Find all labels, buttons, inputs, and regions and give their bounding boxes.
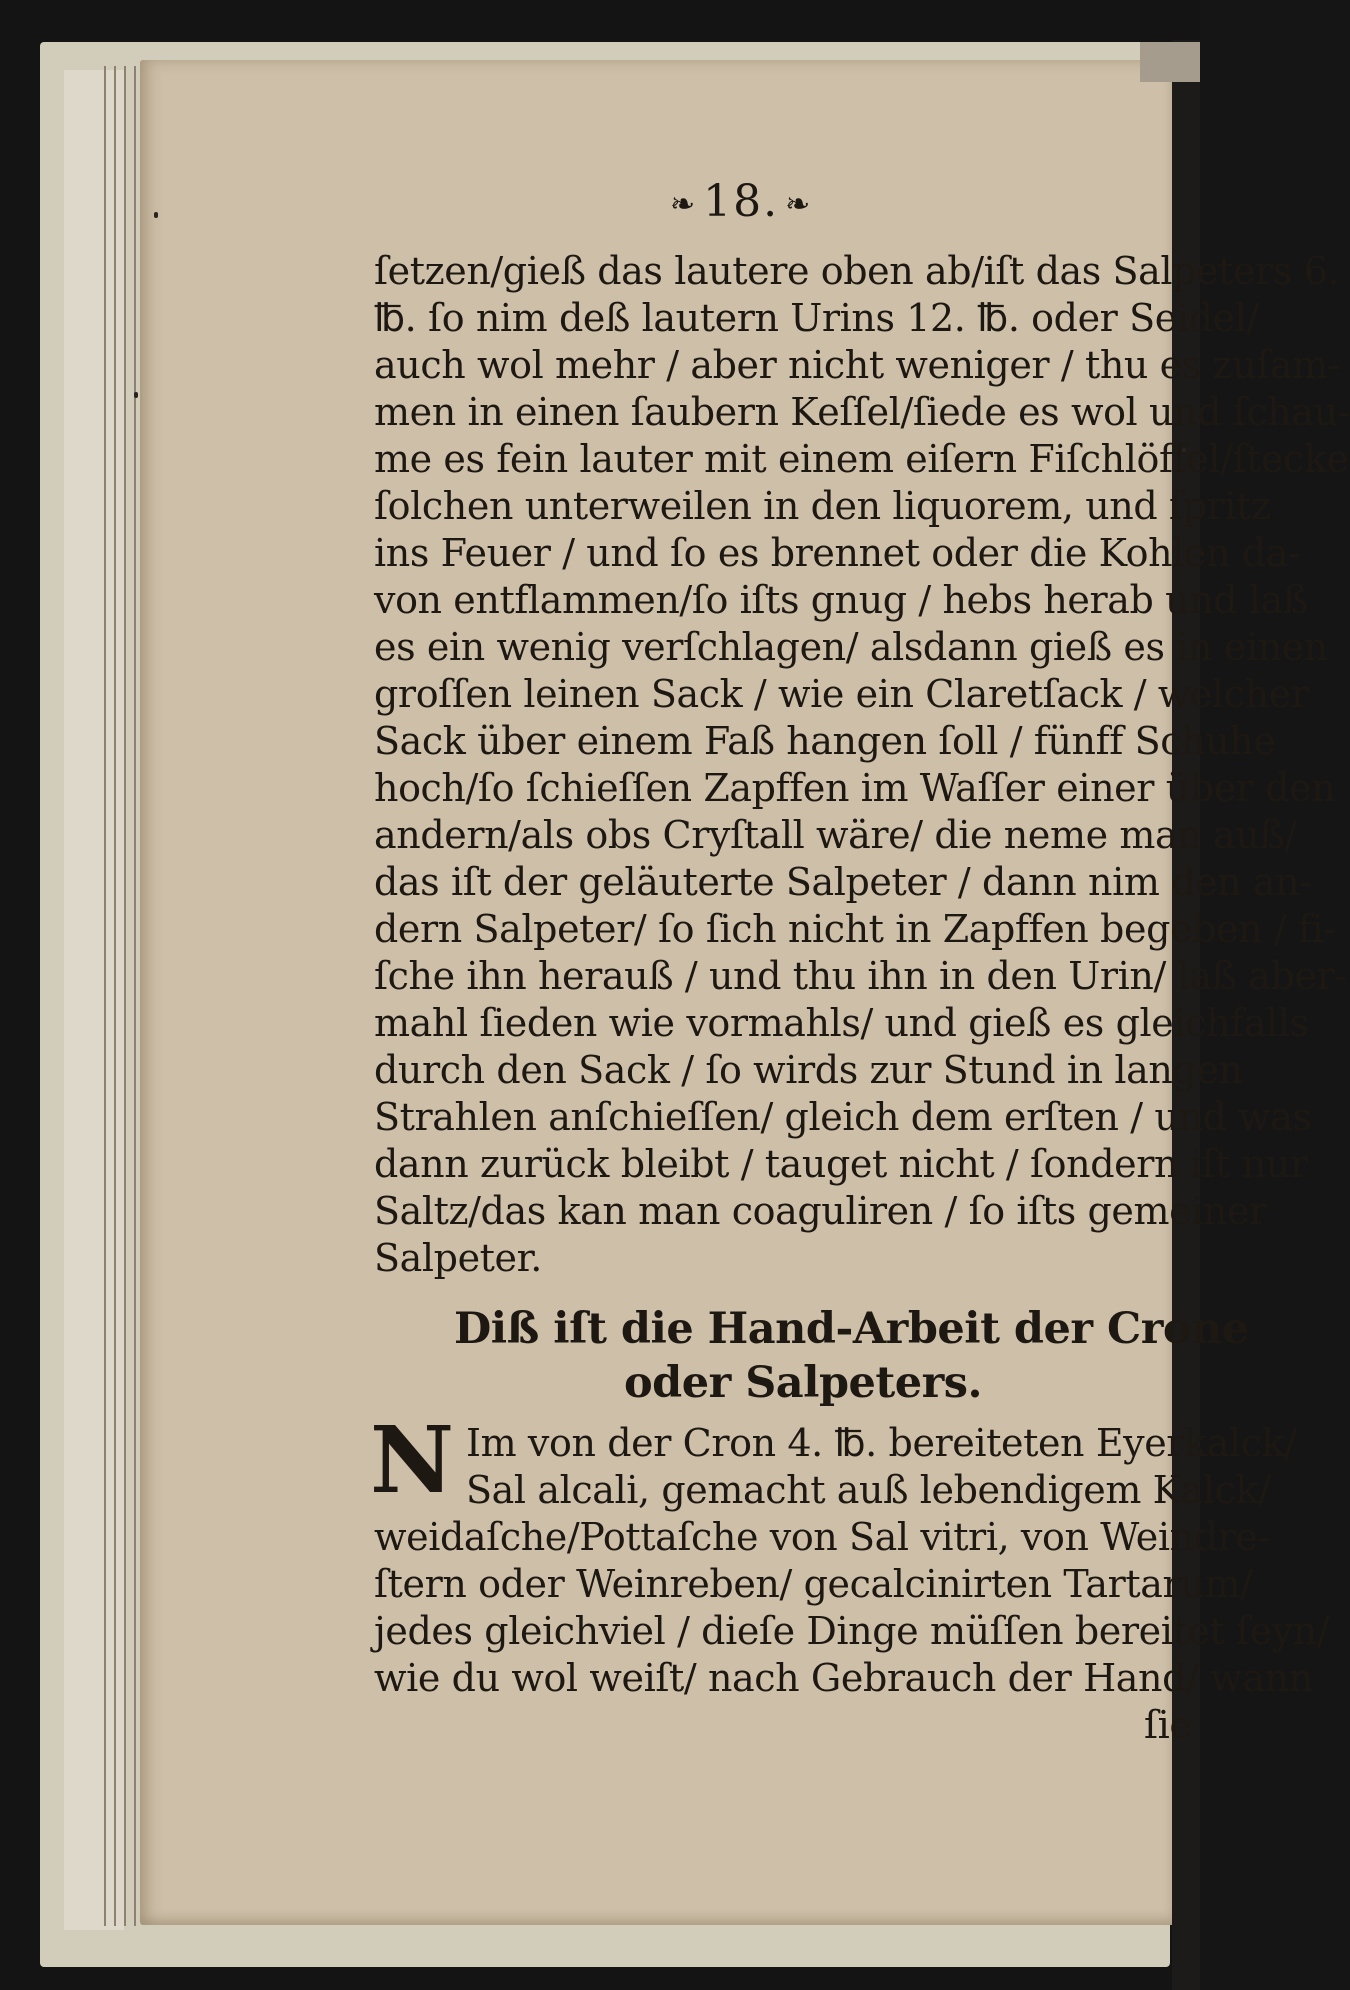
text-line: dern Salpeter/ ſo ſich nicht in Zapffen begeben / fi- [374,907,1336,951]
text-line: ℔. ſo nim deß lautern Urins 12. ℔. oder Seidel/ [374,296,1259,340]
text-line: Im von der Cron 4. ℔. bereiteten Eyerkalck/ [466,1421,1297,1465]
text-line: hoch/ſo ſchieſſen Zapffen im Waſſer einer über den [374,766,1336,810]
text-line: Sack über einem Faß hangen ſoll / fünff Schuhe [374,719,1276,763]
text-line: Sal alcali, gemacht auß lebendigem Kalck/ [466,1468,1271,1512]
text-line: durch den Sack / ſo wirds zur Stund in langen [374,1048,1243,1092]
text-line: auch wol mehr / aber nicht weniger / thu es zuſam- [374,343,1341,387]
drop-cap: N [370,1406,455,1514]
page-number: 18. [703,176,780,227]
text-line: dann zurück bleibt / tauget nicht / ſondern iſt nur [374,1142,1308,1186]
text-line: andern/als obs Cryſtall wäre/ die neme man auß/ [374,813,1297,857]
text-line: jedes gleichviel / dieſe Dinge müſſen bereitet ſeyn/ [374,1609,1330,1653]
text-line: ſche ihn herauß / und thu ihn in den Urin/ laß aber- [374,954,1347,998]
catchword: ſie [1144,1703,1192,1747]
text-line: es ein wenig verſchlagen/ alsdann gieß es in einen [374,625,1328,669]
text-line: ins Feuer / und ſo es brennet oder die Kohlen da- [374,531,1301,575]
text-line: ſolchen unterweilen in den liquorem, und ſpritz [374,484,1271,528]
text-line: Salpeter. [374,1236,542,1280]
section-heading-line2: oder Salpeters. [624,1358,982,1408]
text-line: mahl ſieden wie vormahls/ und gieß es gleichfalls [374,1001,1309,1045]
margin-speck [154,212,158,218]
text-line: ſtern oder Weinreben/ gecalcinirten Tartarum/ [374,1562,1253,1606]
text-line: von entflammen/ſo iſts gnug / hebs herab und laß [374,578,1308,622]
page-header [664,176,904,227]
section-heading-line1: Diß iſt die Hand-Arbeit der Crone [454,1304,1249,1354]
text-block [370,0,1350,1990]
page-edge-line [124,66,126,1926]
margin-speck [134,392,138,398]
page-edge-line [104,66,106,1926]
text-line: men in einen ſaubern Keſſel/ſiede es wol und ſchau- [374,390,1350,434]
text-line: Saltz/das kan man coaguliren / ſo iſts gemeiner [374,1189,1267,1233]
text-line: weidaſche/Pottaſche von Sal vitri, von Weindre- [374,1515,1270,1559]
ornament-left-icon: ❧ [670,187,698,222]
text-line: das iſt der geläuterte Salpeter / dann nim den an- [374,860,1312,904]
page-edge-line [134,66,136,1926]
ornament-right-icon: ❧ [785,187,813,222]
text-line: groſſen leinen Sack / wie ein Claretſack / welcher [374,672,1309,716]
text-line: me es fein lauter mit einem eiſern Fiſchlöffel/ſtecke [374,437,1349,481]
text-line: ſetzen/gieß das lautere oben ab/iſt das Salpeters 6. [374,249,1340,293]
page-edge-line [114,66,116,1926]
text-line: wie du wol weiſt/ nach Gebrauch der Hand/ wann [374,1656,1313,1700]
text-line: Strahlen anſchieſſen/ gleich dem erſten / und was [374,1095,1312,1139]
